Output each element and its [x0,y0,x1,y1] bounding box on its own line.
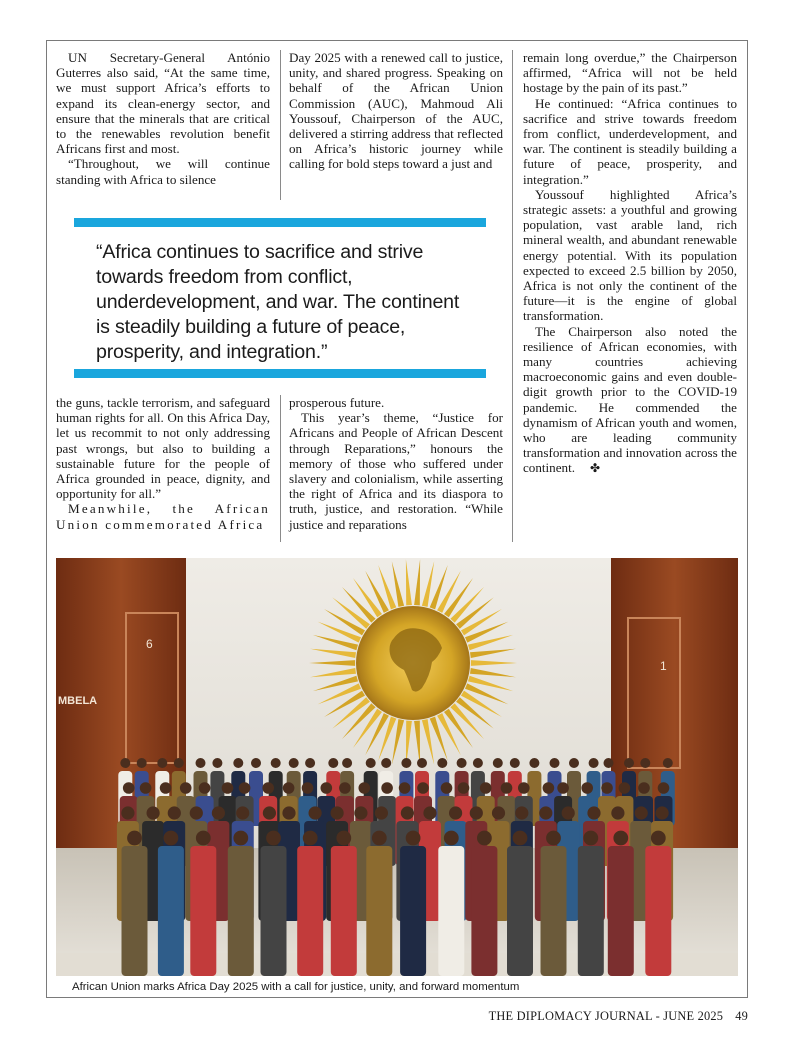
svg-text:6: 6 [146,637,153,651]
column-1-top [56,50,270,187]
pull-quote-top-bar [74,218,486,227]
person-figure [608,831,634,976]
paragraph: Day 2025 with a renewed call to justice, unity, and shared progress. Speaking on behalf of the African Union Commission (AUC), Mahmoud Ali Youssouf, Chairperson of the AUC, delivered a stirring address that reflected on Africa’s historic journey while calling for bold steps toward a just and [289,50,503,172]
paragraph: the guns, tackle terrorism, and safeguard human rights for all. On this Africa Day, let us recommit to not only addressing past wrongs, but also to building a sustainable future for the people of Africa grounded in peace, dignity, and opportunity for all.” [56,395,270,502]
paragraph: This year’s theme, “Justice for Africans and People of African Descent through Reparations,” honours the memory of those who suffered under slavery and colonialism, while asserting the right of Africa and its diaspora to truth, justice, and restoration. “While justice and reparations [289,410,503,532]
pull-quote: “Africa continues to sacrifice and strive towards freedom from conflict, underdevelopment, and war. The continent is steadily building a future of peace, prosperity, and integration.” [96,241,460,363]
person-figure [190,831,216,976]
column-2-top [289,50,503,172]
paragraph [523,324,737,477]
person-figure [471,831,497,976]
paragraph: UN Secretary-General António Guterres also said, “At the same time, we must support Africa’s efforts to expand its clean-energy sector, and ensure that the minerals that are critical to the renewables revolution benefit Africans first and most. [56,50,270,157]
svg-text:MBELA: MBELA [58,695,98,707]
paragraph: Youssouf highlighted Africa’s strategic assets: a youthful and growing population, vast arable land, rich mineral wealth, and abundant renewable energy potential. With its population expected to exceed 2.5 billion by 2050, Africa is not only the continent of the future—it is the engine of global transformation. [523,186,737,324]
person-figure [366,831,392,976]
pull-quote-bottom-bar [74,369,486,378]
paragraph: Meanwhile, the African Union commemorated Africa [56,501,270,532]
photo-caption: African Union marks Africa Day 2025 with a call for justice, unity, and forward momentum [72,981,520,993]
person-figure [578,831,604,976]
person-figure [507,831,533,976]
paragraph: “Throughout, we will continue standing with Africa to silence [56,156,270,187]
person-figure [297,831,323,976]
svg-text:1: 1 [660,659,667,673]
column-2-bottom [289,395,503,532]
person-figure [400,831,426,976]
paragraph-text: The Chairperson also noted the resilience of African economies, with many countries achieving macroeconomic gains and even double-digit growth prior to the COVID-19 pandemic. He commended the dynamism of African youth and women, who are leading community transformation and innovation across the continent. [523,323,737,476]
column-1-bottom [56,395,270,532]
person-figure [228,831,254,976]
column-3 [523,50,737,477]
column-rule [512,50,513,542]
person-figure [541,831,567,976]
paragraph: He continued: “Africa continues to sacrifice and strive towards freedom from conflict, underdevelopment, and war. The continent is steadily building a future of peace, prosperity, and integration.” [523,95,737,187]
person-figure [122,831,148,976]
person-figure [645,831,671,976]
publication-name: THE DIPLOMACY JOURNAL - JUNE 2025 [488,1009,724,1023]
person-figure [438,831,464,976]
column-rule [280,395,281,542]
paragraph: prosperous future. [289,395,385,410]
page-footer [489,1009,748,1024]
person-figure [261,831,287,976]
page-number: 49 [735,1009,748,1023]
person-figure [331,831,357,976]
person-figure [158,831,184,976]
paragraph: remain long overdue,” the Chairperson affirmed, “Africa will not be held hostage by the pain of its past.” [523,50,737,96]
end-mark-icon: ✤ [590,461,601,476]
group-photo [56,558,738,976]
column-rule [280,50,281,200]
group-photo-illustration [56,558,738,976]
